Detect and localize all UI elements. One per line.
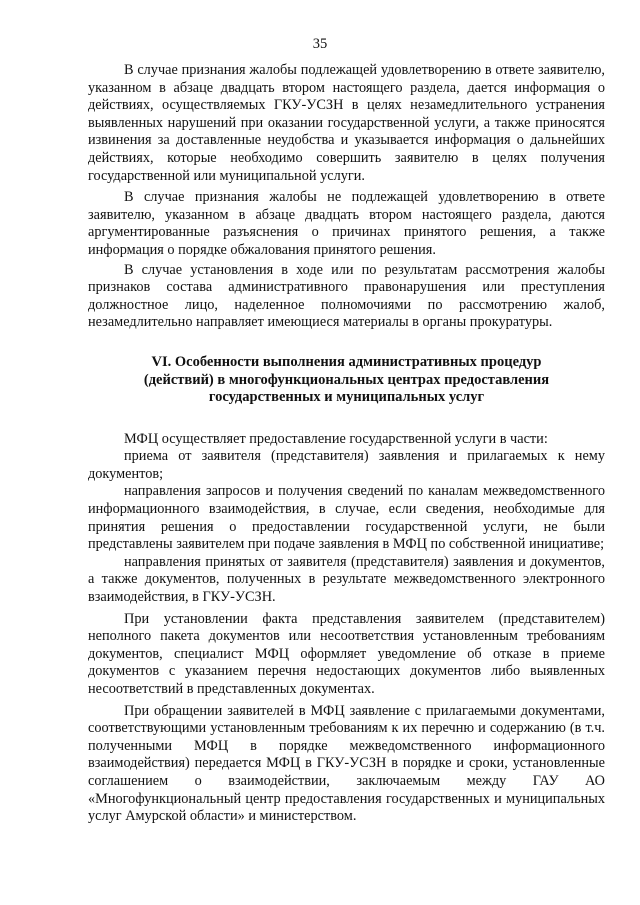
paragraph-incomplete-package: При установлении факта представления заявителем (представителем) неполного пакета документов или несоответствия установленным требованиям документов, специалист МФЦ оформляет уведомление об отказе в приеме документов с указанием перечня недостающих документов либо выявленных несоответствий в представленных документах. bbox=[88, 610, 605, 697]
section-heading bbox=[88, 354, 605, 407]
document-body bbox=[88, 62, 605, 826]
paragraph-complaint-satisfied: В случае признания жалобы подлежащей удовлетворению в ответе заявителю, указанном в абзаце двадцать втором настоящего раздела, дается информация о действиях, осуществляемых ГКУ-УСЗН в целях незамедлительного устранения выявленных нарушений при оказании государственной услуги, а также приносятся извинения за доставленные неудобства и указывается информация о дальнейших действиях, которые необходимо совершить заявителю в целях получения государственной или муниципальной услуги. bbox=[88, 62, 605, 184]
section-heading-line-2: (действий) в многофункциональных центрах предоставления bbox=[143, 371, 550, 388]
page-number: 35 bbox=[312, 36, 328, 52]
section-heading-line-3: государственных и муниципальных услуг bbox=[208, 389, 485, 406]
list-item-send-requests: направления запросов и получения сведений по каналам межведомственного информационного взаимодействия, в случае, если сведения, необходимые для принятия решения о предоставлении государственной услуги, не были представлены заявителем при подаче заявления в МФЦ по собственной инициативе; bbox=[88, 483, 605, 553]
paragraph-complaint-rejected: В случае признания жалобы не подлежащей удовлетворению в ответе заявителю, указанном в абзаце двадцать втором настоящего раздела, даются аргументированные разъяснения о причинах принятого решения, а также информация о порядке обжалования принятого решения. bbox=[88, 189, 605, 258]
paragraph-offense-found: В случае установления в ходе или по результатам рассмотрения жалобы признаков состава административного правонарушения или преступления должностное лицо, наделенное полномочиями по рассмотрению жалоб, незамедлительно направляет имеющиеся материалы в органы прокуратуры. bbox=[88, 261, 605, 331]
paragraph-transfer-to-gku: При обращении заявителей в МФЦ заявление с прилагаемыми документами, соответствующими установленным требованиям к их перечню и содержанию (в т.ч. полученными МФЦ в порядке межведомственного информационного взаимодействия) передается МФЦ в ГКУ-УСЗН в порядке и сроки, установленные соглашением о взаимодействии, заключаемым между ГАУ АО «Многофункциональный центр предоставления государственных и муниципальных услуг Амурской области» и министерством. bbox=[88, 702, 605, 825]
list-item-receive-application: приема от заявителя (представителя) заявления и прилагаемых к нему документов; bbox=[88, 448, 605, 482]
paragraph-mfc-intro: МФЦ осуществляет предоставление государственной услуги в части: bbox=[124, 430, 548, 447]
list-item-forward-documents: направления принятых от заявителя (представителя) заявления и документов, а также документов, полученных в результате межведомственного электронного взаимодействия, в ГКУ-УСЗН. bbox=[88, 553, 605, 606]
section-heading-line-1: VI. Особенности выполнения административных процедур bbox=[151, 353, 542, 370]
